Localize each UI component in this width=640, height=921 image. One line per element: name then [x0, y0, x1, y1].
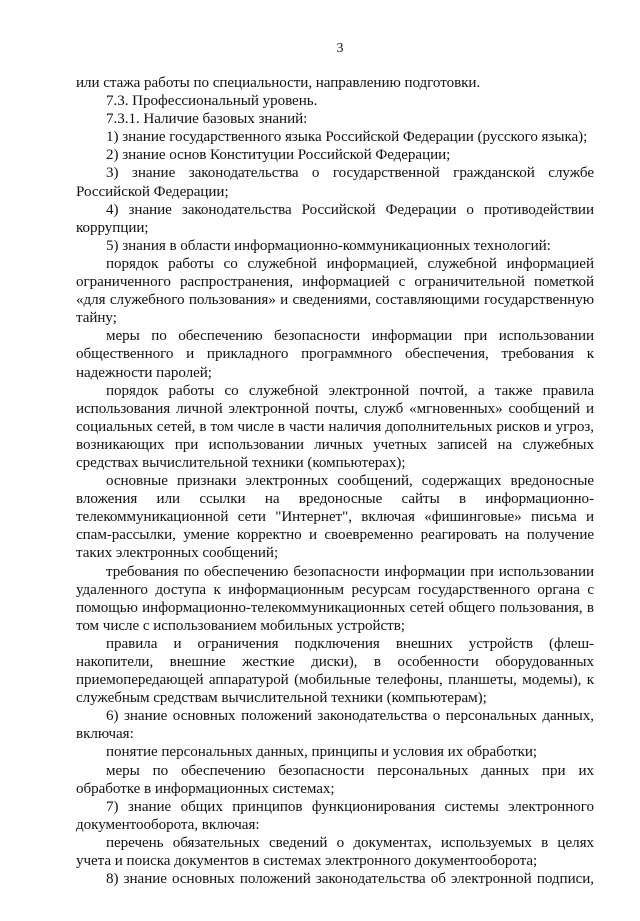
list-item-5: 5) знания в области информационно-коммуникационных технологий:	[106, 237, 551, 254]
ict-knowledge-item-4: основные признаки электронных сообщений, содержащих вредоносные вложения или ссылки на вредоносные сайты в информационно-телекоммуникационной сети "Интернет", включая «фишинговые» письма и спам-рассылки, умение корректно и своевременно реагировать на получение таких электронных сообщений;	[76, 473, 594, 562]
list-item-2: 2) знание основ Конституции Российской Федерации;	[106, 147, 451, 164]
document-page	[76, 40, 594, 888]
subsection-heading-7-3-1: 7.3.1. Наличие базовых знаний:	[106, 111, 308, 128]
page-number: 3	[336, 41, 344, 56]
section-heading-7-3: 7.3. Профессиональный уровень.	[106, 93, 318, 110]
list-item-1: 1) знание государственного языка Российской Федерации (русского языка);	[106, 129, 588, 146]
paragraph-continuation: или стажа работы по специальности, направлению подготовки.	[76, 75, 481, 91]
ict-knowledge-item-5: требования по обеспечению безопасности информации при использовании удаленного доступа к информационным ресурсам государственного органа с помощью информационно-телекоммуникационных сетей общего пользования, в том числе с использованием мобильных устройств;	[76, 563, 594, 634]
list-item-8: 8) знание основных положений законодательства об электронной подписи,	[106, 871, 594, 888]
ict-knowledge-item-6: правила и ограничения подключения внешних устройств (флеш-накопители, внешние жесткие диски), в особенности оборудованных приемопередающей аппаратурой (мобильные телефоны, планшеты, модемы), к служебным средствам вычислительной техники (компьютерам);	[76, 635, 594, 707]
personal-data-item-2: меры по обеспечению безопасности персональных данных при их обработке в информационных системах;	[76, 762, 594, 797]
ict-knowledge-item-1: порядок работы со служебной информацией, служебной информацией ограниченного распространения, информацией с ограничительной пометкой «для служебного пользования» и сведениями, составляющими государственную тайну;	[76, 255, 594, 327]
ict-knowledge-item-2: меры по обеспечению безопасности информации при использовании общественного и прикладного программного обеспечения, требования к надежности паролей;	[76, 328, 594, 381]
personal-data-item-1: понятие персональных данных, принципы и условия их обработки;	[106, 744, 538, 761]
list-item-3: 3) знание законодательства о государственной гражданской службе Российской Федерации;	[76, 165, 594, 200]
list-item-4: 4) знание законодательства Российской Федерации о противодействии коррупции;	[76, 201, 594, 236]
edms-item-1: перечень обязательных сведений о документах, используемых в целях учета и поиска документов в системах электронного документооборота;	[76, 834, 594, 870]
list-item-7: 7) знание общих принципов функционирования системы электронного документооборота, включая:	[76, 798, 594, 833]
list-item-6: 6) знание основных положений законодательства о персональных данных, включая:	[76, 708, 594, 743]
ict-knowledge-item-3: порядок работы со служебной электронной почтой, а также правила использования личной электронной почты, служб «мгновенных» сообщений и социальных сетей, в том числе в части наличия дополнительных рисков и угроз, возникающих при использовании личных учетных записей на служебных средствах вычислительной техники (компьютерах);	[76, 382, 594, 471]
